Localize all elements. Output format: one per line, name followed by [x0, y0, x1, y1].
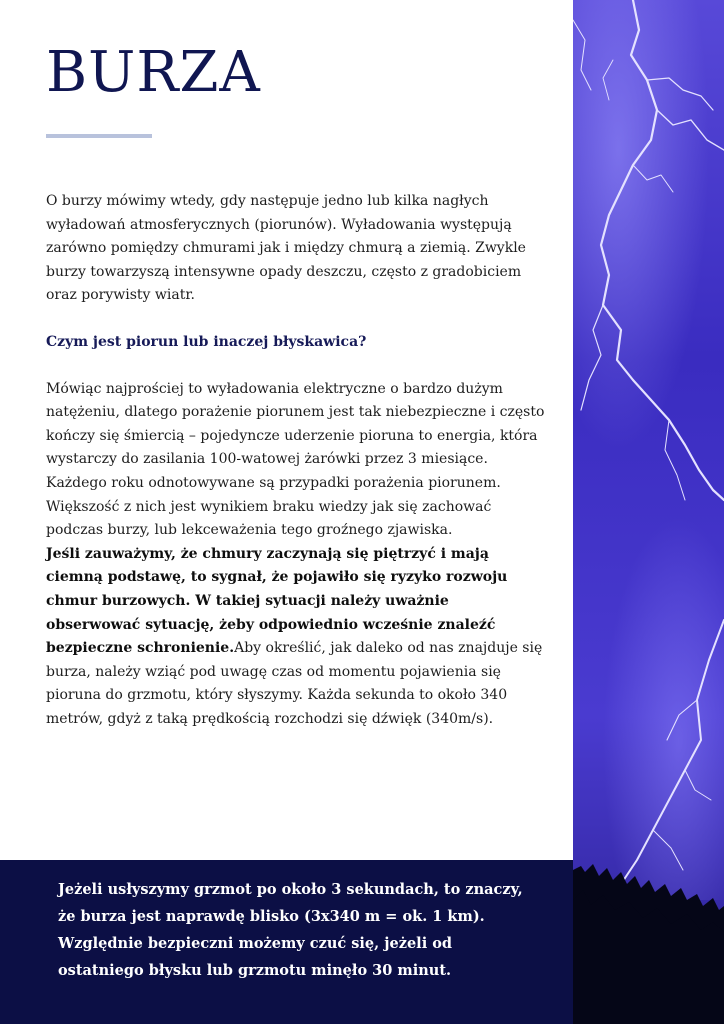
lightning-text: Mówiąc najprościej to wyładowania elektryczne o bardzo dużym natężeniu, dlatego porażenie piorunem jest tak niebezpieczne i często kończy się śmiercią – pojedyncze uderzenie pioruna to energia, która wystarczy do zasilania 100-watowej żarówki przez 3 miesiące. Każdego roku odnotowywane są przypadki porażenia piorunem. Większość z nich jest wynikiem braku wiedzy jak się zachować podczas burzy, lub lekceważenia tego groźnego zjawiska.: [46, 380, 545, 539]
title-divider: [46, 134, 152, 138]
footer-note: Jeżeli usłyszymy grzmot po około 3 sekundach, to znaczy, że burza jest naprawdę blisko (3x340 m = ok. 1 km). Względnie bezpieczni możemy czuć się, jeżeli od ostatniego błysku lub grzmotu minęło 30 minut.: [58, 881, 523, 979]
page-title: BURZA: [46, 40, 261, 105]
distance-text: Aby określić, jak daleko od nas znajduje się burza, należy wziąć pod uwagę czas od momentu pojawienia się pioruna do grzmotu, który słyszymy. Każda sekunda to około 340 metrów, gdyż z taką prędkością rozchodzi się dźwięk (340m/s).: [46, 640, 543, 727]
article-body: [46, 190, 546, 731]
lightning-photo: [573, 0, 724, 1024]
lightning-paragraph: [46, 378, 546, 732]
intro-paragraph: O burzy mówimy wtedy, gdy następuje jedno lub kilka nagłych wyładowań atmosferycznych (piorunów). Wyładowania występują zarówno pomiędzy chmurami jak i między chmurą a ziemią. Zwykle burzy towarzyszą intensywne opady deszczu, często z gradobiciem oraz porywisty wiatr.: [46, 193, 526, 304]
warning-text: Jeśli zauważymy, że chmury zaczynają się piętrzyć i mają ciemną podstawę, to sygnał, że pojawiło się ryzyko rozwoju chmur burzowych. W takiej sytuacji należy uważnie obserwować sytuację, żeby odpowiednio wcześnie znaleźć bezpieczne schronienie.: [46, 545, 508, 657]
section-heading: Czym jest piorun lub inaczej błyskawica?: [46, 333, 367, 350]
lightning-illustration: [573, 0, 724, 1024]
